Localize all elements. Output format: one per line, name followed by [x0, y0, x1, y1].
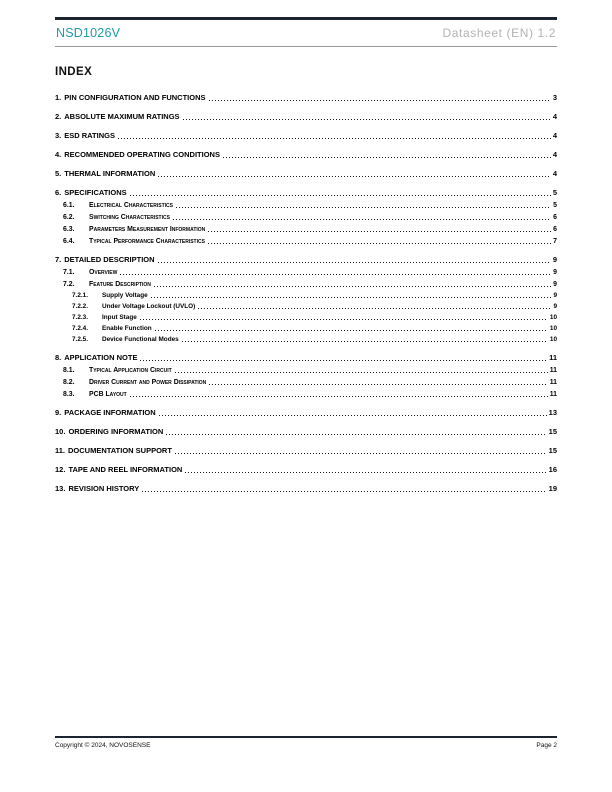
toc-dot-leader: [207, 230, 551, 233]
toc-entry[interactable]: [55, 378, 557, 387]
toc-entry-number: 6.: [55, 188, 62, 197]
toc-entry-number: 7.2.2.: [72, 303, 88, 310]
toc-entry-number: 13.: [55, 484, 66, 493]
toc-entry-page: 15: [548, 446, 557, 455]
toc-entry-number: 8.2.: [63, 379, 75, 386]
toc-entry-page: 5: [552, 188, 557, 197]
toc-entry[interactable]: [55, 335, 557, 344]
toc-entry-title: Switching Characteristics: [89, 214, 170, 221]
toc-entry[interactable]: [55, 426, 557, 437]
header-row: [55, 20, 557, 46]
toc-entry-title: Device Functional Modes: [102, 336, 179, 343]
toc-entry-title: Supply Voltage: [102, 292, 148, 299]
toc-entry-number: 9.: [55, 408, 62, 417]
toc-entry-number: 3.: [55, 131, 62, 140]
toc-entry-page: 10: [549, 336, 557, 343]
toc-entry-page: 3: [552, 93, 557, 102]
toc-dot-leader: [129, 395, 548, 398]
toc-entry-title: SPECIFICATIONS: [64, 188, 127, 197]
toc-entry[interactable]: [55, 130, 557, 141]
toc-entry-number: 1.: [55, 93, 62, 102]
toc-entry-title: TAPE AND REEL INFORMATION: [68, 465, 183, 474]
toc-entry-title: Enable Function: [102, 325, 152, 332]
toc-entry-title: APPLICATION NOTE: [64, 353, 138, 362]
toc-dot-leader: [208, 99, 551, 102]
toc-entry[interactable]: [55, 280, 557, 289]
toc-entry-page: 19: [548, 484, 557, 493]
toc-dot-leader: [129, 194, 551, 197]
toc-entry-title: Driver Current and Power Dissipation: [89, 379, 207, 386]
toc-entry-title: Feature Description: [89, 281, 151, 288]
toc-dot-leader: [174, 371, 548, 374]
toc-dot-leader: [172, 218, 551, 221]
toc-dot-leader: [153, 285, 551, 288]
toc-entry-number: 7.2.1.: [72, 292, 88, 299]
toc-dot-leader: [139, 318, 548, 321]
toc-dot-leader: [119, 273, 551, 276]
toc-entry-title: Parameters Measurement Information: [89, 226, 206, 233]
toc-entry-page: 4: [552, 112, 557, 121]
toc-entry-number: 11.: [55, 446, 66, 455]
toc-dot-leader: [222, 156, 551, 159]
toc-entry-title: Electrical Characteristics: [89, 202, 173, 209]
toc-entry-title: THERMAL INFORMATION: [64, 169, 156, 178]
toc-entry-number: 8.3.: [63, 391, 75, 398]
toc-dot-leader: [157, 261, 551, 264]
toc-entry-title: DETAILED DESCRIPTION: [64, 255, 155, 264]
table-of-contents: [55, 92, 557, 494]
toc-entry-title: DOCUMENTATION SUPPORT: [68, 446, 172, 455]
toc-entry-number: 4.: [55, 150, 62, 159]
toc-entry-number: 6.1.: [63, 202, 75, 209]
toc-entry-page: 9: [553, 303, 557, 310]
toc-entry-number: 7.2.5.: [72, 336, 88, 343]
toc-entry[interactable]: [55, 111, 557, 122]
toc-entry-page: 7: [553, 238, 557, 245]
toc-dot-leader: [157, 175, 551, 178]
toc-dot-leader: [150, 296, 552, 299]
toc-entry[interactable]: [55, 302, 557, 311]
toc-entry-page: 4: [552, 169, 557, 178]
toc-entry[interactable]: [55, 254, 557, 265]
toc-entry-number: 6.4.: [63, 238, 75, 245]
toc-entry[interactable]: [55, 352, 557, 363]
toc-entry-page: 11: [549, 367, 557, 374]
toc-entry-title: RECOMMENDED OPERATING CONDITIONS: [64, 150, 220, 159]
toc-entry-number: 12.: [55, 465, 66, 474]
toc-entry-title: Under Voltage Lockout (UVLO): [102, 303, 196, 310]
copyright-text: Copyright © 2024, NOVOSENSE: [55, 741, 151, 749]
toc-dot-leader: [197, 307, 551, 310]
toc-entry-page: 9: [552, 255, 557, 264]
toc-entry-number: 8.1.: [63, 367, 75, 374]
toc-entry-page: 9: [553, 292, 557, 299]
toc-entry[interactable]: [55, 168, 557, 179]
toc-dot-leader: [182, 118, 551, 121]
toc-entry[interactable]: [55, 390, 557, 399]
toc-dot-leader: [184, 471, 546, 474]
toc-entry-title: REVISION HISTORY: [68, 484, 140, 493]
toc-entry[interactable]: [55, 213, 557, 222]
toc-entry-number: 7.2.: [63, 281, 75, 288]
toc-entry[interactable]: [55, 187, 557, 198]
toc-entry-page: 9: [553, 269, 557, 276]
toc-entry-page: 11: [549, 379, 557, 386]
part-number: NSD1026V: [56, 25, 121, 40]
toc-dot-leader: [141, 490, 546, 493]
toc-entry-page: 5: [553, 202, 557, 209]
toc-entry[interactable]: [55, 237, 557, 246]
document-header: [55, 17, 557, 47]
toc-entry[interactable]: [55, 445, 557, 456]
toc-entry-page: 11: [549, 353, 557, 362]
toc-entry-title: Typical Performance Characteristics: [89, 238, 205, 245]
toc-entry-page: 4: [552, 131, 557, 140]
footer-row: [55, 738, 557, 749]
toc-entry[interactable]: [55, 225, 557, 234]
toc-entry-page: 10: [549, 325, 557, 332]
toc-dot-leader: [158, 414, 547, 417]
toc-entry-page: 16: [548, 465, 557, 474]
toc-entry[interactable]: [55, 483, 557, 494]
toc-entry[interactable]: [55, 366, 557, 375]
toc-dot-leader: [117, 137, 551, 140]
toc-entry[interactable]: [55, 268, 557, 277]
page-number-label: Page 2: [536, 741, 557, 749]
toc-dot-leader: [208, 383, 547, 386]
document-footer: [55, 736, 557, 749]
toc-entry[interactable]: [55, 201, 557, 210]
page-content: [55, 66, 557, 494]
toc-dot-leader: [175, 206, 551, 209]
toc-entry-title: PIN CONFIGURATION AND FUNCTIONS: [64, 93, 206, 102]
toc-entry-number: 10.: [55, 427, 66, 436]
toc-entry-title: Typical Application Circuit: [89, 367, 172, 374]
toc-entry-title: ORDERING INFORMATION: [68, 427, 164, 436]
toc-dot-leader: [181, 340, 548, 343]
toc-entry-page: 6: [553, 214, 557, 221]
toc-entry[interactable]: [55, 464, 557, 475]
toc-entry-page: 6: [553, 226, 557, 233]
toc-entry-number: 7.2.3.: [72, 314, 88, 321]
toc-entry[interactable]: [55, 291, 557, 300]
toc-dot-leader: [207, 242, 551, 245]
toc-entry-page: 13: [548, 408, 557, 417]
toc-entry[interactable]: [55, 324, 557, 333]
toc-dot-leader: [174, 452, 547, 455]
toc-entry-page: 9: [553, 281, 557, 288]
toc-entry-number: 7.: [55, 255, 62, 264]
toc-entry-number: 6.3.: [63, 226, 75, 233]
toc-entry[interactable]: [55, 407, 557, 418]
toc-entry-page: 11: [549, 391, 557, 398]
page-title: INDEX: [55, 66, 93, 78]
toc-entry-number: 7.2.4.: [72, 325, 88, 332]
toc-entry[interactable]: [55, 92, 557, 103]
toc-entry-number: 7.1.: [63, 269, 75, 276]
doc-version-label: Datasheet (EN) 1.2: [442, 25, 556, 40]
toc-entry-page: 10: [549, 314, 557, 321]
toc-dot-leader: [139, 359, 547, 362]
toc-entry-title: PCB Layout: [89, 391, 127, 398]
toc-entry-title: ABSOLUTE MAXIMUM RATINGS: [64, 112, 180, 121]
toc-entry-title: Overview: [89, 269, 118, 276]
toc-entry-page: 15: [548, 427, 557, 436]
toc-entry-number: 6.2.: [63, 214, 75, 221]
toc-entry[interactable]: [55, 313, 557, 322]
toc-entry-number: 2.: [55, 112, 62, 121]
toc-entry-page: 4: [552, 150, 557, 159]
toc-entry-number: 5.: [55, 169, 62, 178]
toc-entry-number: 8.: [55, 353, 62, 362]
toc-dot-leader: [154, 329, 548, 332]
toc-entry-title: ESD RATINGS: [64, 131, 115, 140]
toc-entry[interactable]: [55, 149, 557, 160]
toc-entry-title: PACKAGE INFORMATION: [64, 408, 156, 417]
toc-entry-title: Input Stage: [102, 314, 137, 321]
header-bottom-rule: [55, 46, 557, 47]
toc-dot-leader: [165, 433, 546, 436]
